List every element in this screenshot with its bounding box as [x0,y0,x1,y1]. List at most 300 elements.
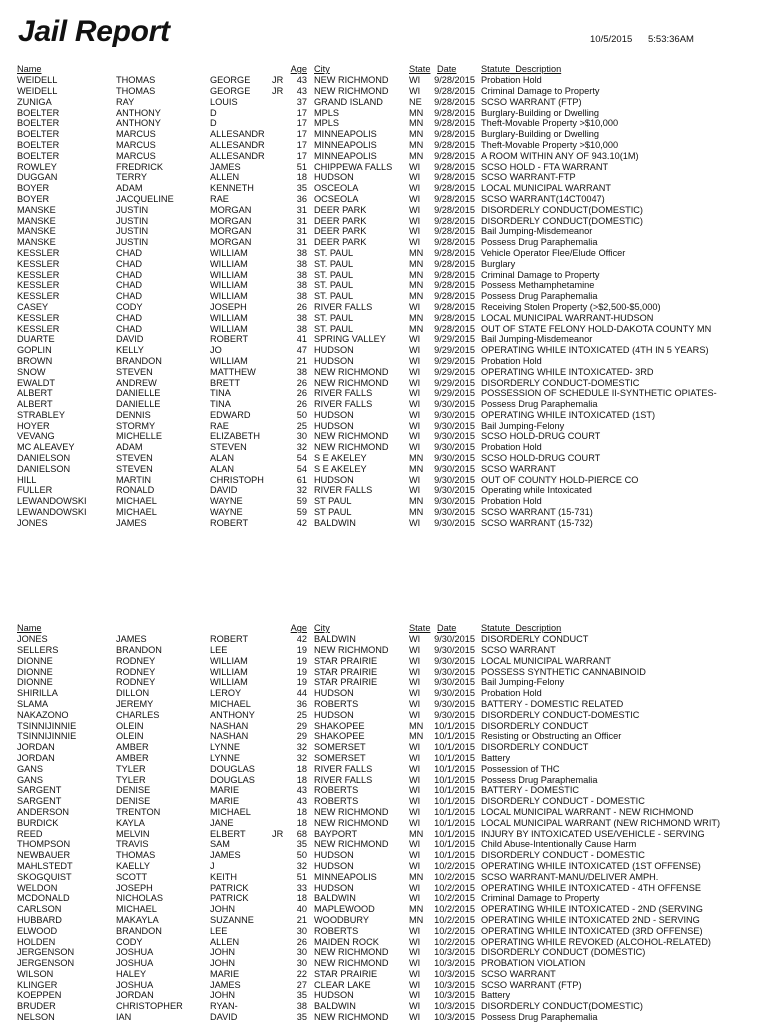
suffix: JR [272,828,284,839]
last-name: ELWOOD [17,925,58,936]
last-name: ANDERSON [17,806,70,817]
date: 10/1/2015 [434,752,475,763]
statute-description: Child Abuse-Intentionally Cause Harm [481,839,637,850]
statute-description: Criminal Damage to Property [481,893,600,904]
middle-name: WILLIAM [210,655,248,666]
middle-name: ALAN [210,453,235,464]
table-row [0,97,768,108]
middle-name: MORGAN [210,215,252,226]
city: MPLS [314,118,340,129]
state: MN [409,904,424,915]
first-name: TRENTON [116,806,161,817]
middle-name: MARIE [210,785,240,796]
middle-name: ALLESANDR [210,129,265,140]
date: 9/30/2015 [434,634,475,645]
table-row [0,893,768,904]
city: MINNEAPOLIS [314,129,377,140]
city: SPRING VALLEY [314,334,386,345]
city: ROBERTS [314,796,359,807]
date: 9/30/2015 [434,655,475,666]
state: WI [409,925,421,936]
last-name: LEWANDOWSKI [17,496,87,507]
middle-name: JAMES [210,850,241,861]
state: MN [409,258,424,269]
statute-description: OPERATING WHILE INTOXICATED (1ST OFFENSE) [481,860,701,871]
statute-description: Possess Drug Paraphemalia [481,237,598,248]
age: 21 [296,355,307,366]
middle-name: JOHN [210,958,236,969]
state: WI [409,399,421,410]
statute-description: OPERATING WHILE INTOXICATED - 2ND (SERVING [481,904,703,915]
statute-description: Bail Jumping-Felony [481,677,565,688]
table-row [0,1012,768,1023]
city: ST PAUL [314,507,352,518]
statute-description: Receiving Stolen Property (>$2,500-$5,000) [481,301,661,312]
last-name: ROWLEY [17,161,57,172]
date: 10/1/2015 [434,763,475,774]
date: 10/3/2015 [434,1001,475,1012]
last-name: KESSLER [17,269,60,280]
state: WI [409,763,421,774]
state: WI [409,85,421,96]
state: MN [409,150,424,161]
table-row [0,356,768,367]
middle-name: CHRISTOPH [210,474,264,485]
first-name: CHAD [116,280,143,291]
date: 9/28/2015 [434,150,475,161]
header-cell-statute [481,623,766,634]
last-name: KOEPPEN [17,990,62,1001]
state: WI [409,666,421,677]
statute-description: DISORDERLY CONDUCT [481,634,589,645]
last-name: VEVANG [17,431,55,442]
statute-description: Possess Drug Paraphemalia [481,1012,598,1023]
age: 18 [296,763,307,774]
city: WOODBURY [314,914,369,925]
date: 9/30/2015 [434,517,475,528]
middle-name: MICHAEL [210,806,251,817]
city: RIVER FALLS [314,485,373,496]
middle-name: RAE [210,420,229,431]
state: WI [409,806,421,817]
state: MN [409,247,424,258]
first-name: DENISE [116,785,151,796]
statute-description: Probation Hold [481,355,542,366]
date: 9/29/2015 [434,334,475,345]
age: 35 [296,839,307,850]
date: 9/28/2015 [434,129,475,140]
statute-description: SCSO WARRANT [481,463,556,474]
date: 9/30/2015 [434,666,475,677]
date: 9/28/2015 [434,75,475,86]
table-row [0,367,768,378]
last-name: HOLDEN [17,936,56,947]
city: NEW RICHMOND [314,1012,389,1023]
state: MN [409,118,424,129]
age: 32 [296,742,307,753]
last-name: BOELTER [17,139,60,150]
last-name: KLINGER [17,979,58,990]
state: WI [409,442,421,453]
statute-description: OUT OF STATE FELONY HOLD-DAKOTA COUNTY MN [481,323,712,334]
last-name: KESSLER [17,291,60,302]
header-label-state: State [409,64,431,74]
statute-description: BATTERY - DOMESTIC [481,785,580,796]
header-label-age: Age [290,623,307,633]
statute-description: Vehicle Operator Flee/Elude Officer [481,247,626,258]
first-name: JOSHUA [116,979,154,990]
statute-description: SCSO WARRANT (15-732) [481,517,593,528]
age: 43 [296,785,307,796]
first-name: MICHAEL [116,507,157,518]
city: HUDSON [314,709,354,720]
last-name: KESSLER [17,258,60,269]
header-cell-statute [481,64,766,75]
age: 25 [296,420,307,431]
age: 50 [296,409,307,420]
state: WI [409,958,421,969]
table-row [0,710,768,721]
table-row [0,872,768,883]
first-name: TYLER [116,763,146,774]
first-name: CHARLES [116,709,160,720]
statute-description: Burglary [481,258,516,269]
city: HUDSON [314,850,354,861]
table-row [0,883,768,894]
date: 10/1/2015 [434,817,475,828]
date: 9/28/2015 [434,193,475,204]
first-name: BRANDON [116,925,162,936]
city: STAR PRAIRIE [314,655,378,666]
city: SOMERSET [314,742,366,753]
age: 30 [296,925,307,936]
table-row [0,162,768,173]
middle-name: WILLIAM [210,323,248,334]
city: NEW RICHMOND [314,958,389,969]
state: WI [409,161,421,172]
age: 21 [296,914,307,925]
table-row [0,677,768,688]
statute-description: Possess Drug Paraphemalia [481,291,598,302]
age: 68 [296,828,307,839]
age: 32 [296,752,307,763]
last-name: SHIRILLA [17,688,58,699]
city: DEER PARK [314,226,367,237]
first-name: THOMAS [116,85,156,96]
statute-description: Burglary-Building or Dwelling [481,129,599,140]
state: WI [409,893,421,904]
state: WI [409,183,421,194]
statute-description: DISORDERLY CONDUCT-DOMESTIC [481,377,640,388]
city: S E AKELEY [314,453,367,464]
city: GRAND ISLAND [314,96,383,107]
city: NEW RICHMOND [314,377,389,388]
first-name: CHAD [116,247,143,258]
table-row [0,634,768,645]
middle-name: MORGAN [210,226,252,237]
date: 9/30/2015 [434,688,475,699]
state: WI [409,688,421,699]
header-cell-age [282,623,307,634]
city: NEW RICHMOND [314,85,389,96]
age: 38 [296,366,307,377]
table-row [0,850,768,861]
city: HUDSON [314,355,354,366]
city: NEW RICHMOND [314,817,389,828]
state: WI [409,785,421,796]
city: BALDWIN [314,634,356,645]
first-name: THOMAS [116,75,156,86]
state: WI [409,474,421,485]
state: WI [409,345,421,356]
statute-description: Possess Methamphetamine [481,280,595,291]
age: 31 [296,204,307,215]
statute-description: SCSO WARRANT-MANU/DELIVER AMPH. [481,871,659,882]
table-row [0,785,768,796]
statute-description: LOCAL MUNICIPAL WARRANT - NEW RICHMOND [481,806,694,817]
middle-name: JOHN [210,990,236,1001]
last-name: SNOW [17,366,46,377]
last-name: JONES [17,517,48,528]
middle-name: ELBERT [210,828,246,839]
first-name: TYLER [116,774,146,785]
statute-description: DISORDERLY CONDUCT - DOMESTIC [481,796,645,807]
table-row [0,861,768,872]
city: BALDWIN [314,893,356,904]
table-row [0,324,768,335]
age: 33 [296,882,307,893]
age: 43 [296,796,307,807]
date: 9/28/2015 [434,247,475,258]
date: 9/28/2015 [434,312,475,323]
date: 9/28/2015 [434,215,475,226]
statute-description: POSSESSION OF SCHEDULE II-SYNTHETIC OPIATES- [481,388,717,399]
age: 29 [296,720,307,731]
age: 18 [296,806,307,817]
date: 9/28/2015 [434,291,475,302]
last-name: JORDAN [17,742,55,753]
last-name: WEIDELL [17,85,58,96]
table-row [0,388,768,399]
age: 43 [296,85,307,96]
city: ST. PAUL [314,291,354,302]
state: MN [409,731,424,742]
first-name: RONALD [116,485,155,496]
last-name: WEIDELL [17,75,58,86]
age: 47 [296,345,307,356]
table-row [0,291,768,302]
table-row [0,248,768,259]
age: 19 [296,677,307,688]
date: 10/1/2015 [434,839,475,850]
middle-name: JOHN [210,904,236,915]
table-row [0,829,768,840]
state: WI [409,655,421,666]
state: WI [409,860,421,871]
report-section-1 [0,64,768,529]
age: 38 [296,312,307,323]
middle-name: ALLEN [210,936,240,947]
header-label-statute: Statute_Description [481,623,562,633]
report-title: Jail Report [18,15,170,48]
age: 31 [296,226,307,237]
report-section-2 [0,623,768,1023]
header-label-name: Name [17,623,42,633]
date: 9/29/2015 [434,377,475,388]
city: NEW RICHMOND [314,806,389,817]
date: 10/1/2015 [434,796,475,807]
last-name: MANSKE [17,237,56,248]
first-name: OLEIN [116,720,144,731]
middle-name: LEE [210,644,228,655]
state: MN [409,871,424,882]
header-label-age: Age [290,64,307,74]
table-row [0,464,768,475]
city: RIVER FALLS [314,763,373,774]
city: MINNEAPOLIS [314,150,377,161]
last-name: NELSON [17,1012,55,1023]
header-cell-city [314,64,409,75]
date: 9/30/2015 [434,677,475,688]
age: 31 [296,215,307,226]
last-name: DIONNE [17,655,53,666]
statute-description: LOCAL MUNICIPAL WARRANT (NEW RICHMOND WRIT) [481,817,721,828]
city: NEW RICHMOND [314,431,389,442]
middle-name: LEROY [210,688,242,699]
age: 27 [296,979,307,990]
state: WI [409,215,421,226]
age: 35 [296,1012,307,1023]
table-row [0,334,768,345]
age: 38 [296,280,307,291]
last-name: BOYER [17,193,50,204]
state: WI [409,388,421,399]
table-row [0,667,768,678]
city: CHIPPEWA FALLS [314,161,393,172]
date: 10/3/2015 [434,958,475,969]
age: 50 [296,850,307,861]
age: 38 [296,269,307,280]
age: 17 [296,129,307,140]
middle-name: WILLIAM [210,247,248,258]
last-name: STRABLEY [17,409,65,420]
date: 9/30/2015 [434,507,475,518]
first-name: DILLON [116,688,150,699]
header-cell-name [17,64,115,75]
last-name: THOMPSON [17,839,71,850]
last-name: BOELTER [17,118,60,129]
city: RIVER FALLS [314,399,373,410]
table-row [0,485,768,496]
state: WI [409,709,421,720]
middle-name: D [210,107,217,118]
first-name: MELVIN [116,828,150,839]
middle-name: RAE [210,193,229,204]
statute-description: DISORDERLY CONDUCT(DOMESTIC) [481,215,643,226]
last-name: DIONNE [17,666,53,677]
last-name: HILL [17,474,37,485]
date: 10/1/2015 [434,828,475,839]
table-row [0,1001,768,1012]
state: MN [409,129,424,140]
age: 54 [296,453,307,464]
last-name: SARGENT [17,785,62,796]
middle-name: ROBERT [210,334,249,345]
middle-name: MORGAN [210,204,252,215]
table-row [0,753,768,764]
last-name: DUGGAN [17,172,58,183]
first-name: TERRY [116,172,147,183]
state: WI [409,979,421,990]
last-name: JERGENSON [17,947,75,958]
statute-description: BATTERY - DOMESTIC RELATED [481,698,624,709]
city: STAR PRAIRIE [314,677,378,688]
last-name: JONES [17,634,48,645]
date: 9/30/2015 [434,698,475,709]
last-name: BOELTER [17,150,60,161]
statute-description: Battery [481,752,511,763]
last-name: EWALDT [17,377,55,388]
statute-description: Possess Drug Paraphemalia [481,774,598,785]
first-name: MARTIN [116,474,152,485]
date: 9/30/2015 [434,409,475,420]
middle-name: WILLIAM [210,355,248,366]
middle-name: ALLESANDR [210,139,265,150]
table-row [0,410,768,421]
statute-description: INJURY BY INTOXICATED USE/VEHICLE - SERVING [481,828,705,839]
state: MN [409,312,424,323]
age: 36 [296,193,307,204]
column-header-row [0,64,768,75]
state: WI [409,334,421,345]
city: ROBERTS [314,925,359,936]
first-name: DENNIS [116,409,151,420]
age: 26 [296,936,307,947]
first-name: DANIELLE [116,388,161,399]
age: 30 [296,947,307,958]
first-name: ANTHONY [116,118,161,129]
statute-description: SCSO WARRANT [481,968,556,979]
statute-description: Bail Jumping-Misdemeanor [481,334,593,345]
last-name: BRUDER [17,1001,56,1012]
last-name: ZUNIGA [17,96,52,107]
date: 10/3/2015 [434,947,475,958]
city: HUDSON [314,474,354,485]
first-name: CODY [116,936,143,947]
table-row [0,399,768,410]
middle-name: GEORGE [210,85,251,96]
middle-name: KENNETH [210,183,254,194]
middle-name: STEVEN [210,442,247,453]
city: ST. PAUL [314,312,354,323]
first-name: STORMY [116,420,156,431]
last-name: ALBERT [17,388,53,399]
state: WI [409,193,421,204]
middle-name: J [210,860,215,871]
middle-name: WILLIAM [210,258,248,269]
city: DEER PARK [314,204,367,215]
city: MAIDEN ROCK [314,936,379,947]
last-name: HOYER [17,420,50,431]
statute-description: Operating while Intoxicated [481,485,592,496]
first-name: MARCUS [116,139,156,150]
state: MN [409,828,424,839]
city: RIVER FALLS [314,774,373,785]
age: 29 [296,731,307,742]
state: WI [409,882,421,893]
age: 18 [296,172,307,183]
last-name: REED [17,828,43,839]
